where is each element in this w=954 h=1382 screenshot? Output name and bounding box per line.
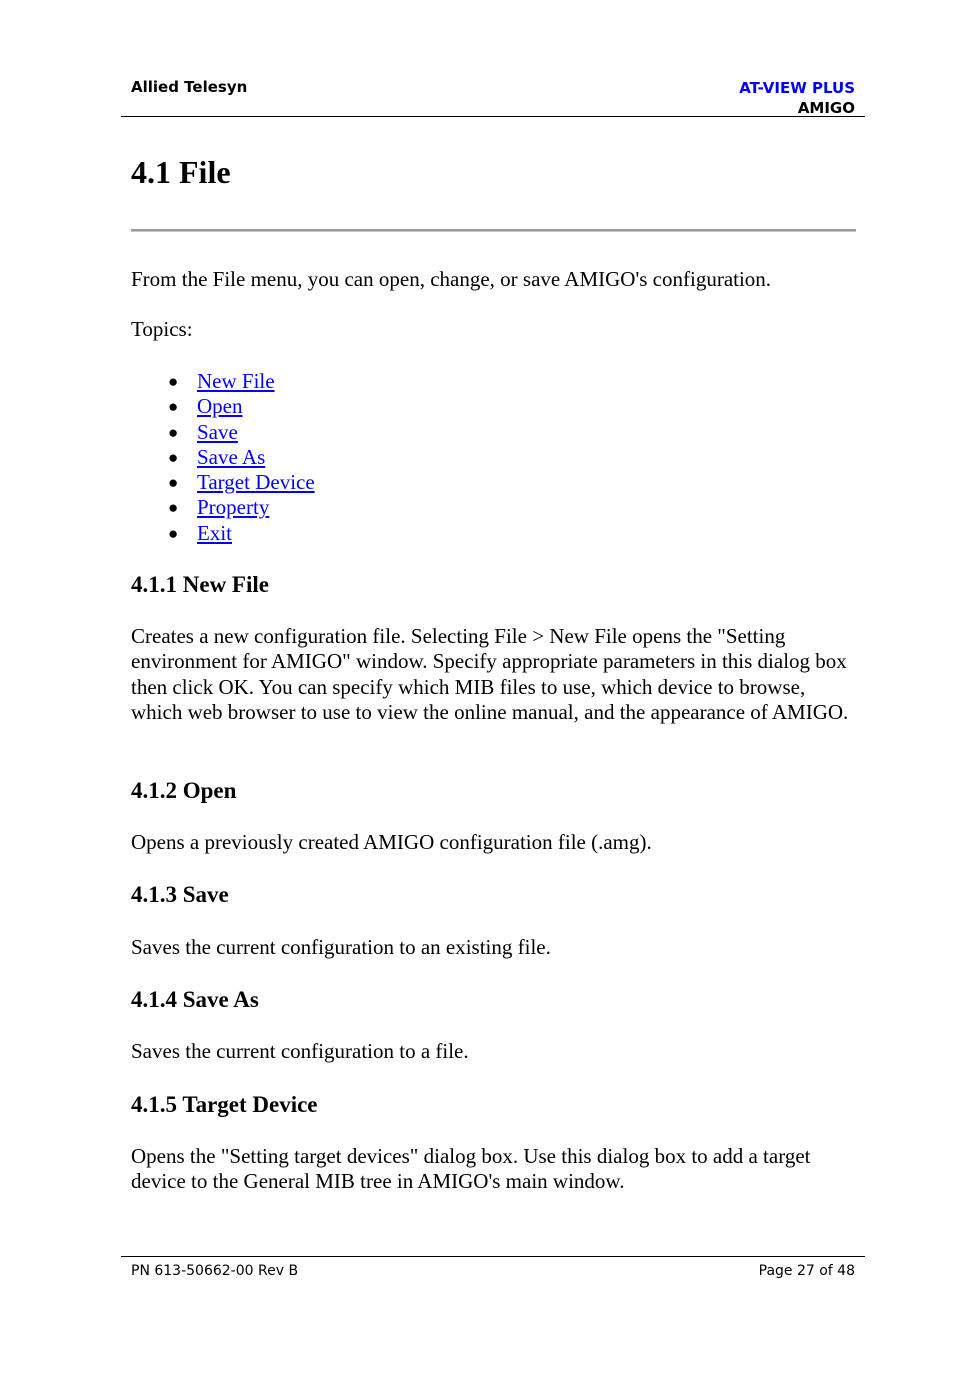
section-heading-save-as: 4.1.4 Save As	[131, 987, 259, 1012]
product-header	[739, 78, 855, 118]
title-divider	[131, 229, 856, 232]
list-item	[131, 420, 315, 445]
section-heading-new-file: 4.1.1 New File	[131, 572, 269, 597]
list-item	[131, 521, 315, 546]
page-number: Page 27 of 48	[758, 1263, 855, 1279]
list-item	[131, 394, 315, 419]
topic-link-target-device[interactable]: Target Device	[197, 470, 315, 495]
section-body-open: Opens a previously created AMIGO configuration file (.amg).	[131, 830, 652, 854]
subproduct-name: AMIGO	[797, 99, 855, 117]
bullet-icon: ●	[168, 498, 179, 518]
topic-link-save-as[interactable]: Save As	[197, 444, 266, 469]
bullet-icon: ●	[168, 447, 179, 467]
list-item	[131, 470, 315, 495]
section-body-new-file: Creates a new configuration file. Selecting File > New File opens the "Setting environment for AMIGO" window. Specify appropriate parameters in this dialog box then click OK. You can specify which MIB files to use, which device to browse, which web browser to use to view the online manual, and the appearance of AMIGO.	[131, 624, 849, 724]
company-name: Allied Telesyn	[131, 78, 248, 96]
topic-link-open[interactable]: Open	[197, 394, 243, 419]
topics-label: Topics:	[131, 317, 193, 341]
intro-paragraph: From the File menu, you can open, change, or save AMIGO's configuration.	[131, 267, 772, 291]
section-body-target-device: Opens the "Setting target devices" dialog box. Use this dialog box to add a target device to the General MIB tree in AMIGO's main window.	[131, 1144, 811, 1194]
topic-link-exit[interactable]: Exit	[197, 520, 232, 545]
topic-link-save[interactable]: Save	[197, 419, 238, 444]
footer-divider	[121, 1256, 865, 1257]
topics-list	[131, 369, 315, 546]
bullet-icon: ●	[168, 372, 179, 391]
list-item	[131, 495, 315, 520]
header-divider	[121, 116, 865, 117]
section-heading-open: 4.1.2 Open	[131, 778, 237, 803]
section-body-save: Saves the current configuration to an existing file.	[131, 935, 551, 959]
topic-link-new-file[interactable]: New File	[197, 369, 275, 393]
topic-link-property[interactable]: Property	[197, 495, 270, 520]
section-heading-target-device: 4.1.5 Target Device	[131, 1092, 318, 1117]
page-title: 4.1 File	[131, 154, 231, 190]
bullet-icon: ●	[168, 397, 179, 417]
bullet-icon: ●	[168, 523, 179, 543]
section-heading-save: 4.1.3 Save	[131, 882, 229, 907]
bullet-icon: ●	[168, 473, 179, 493]
section-body-save-as: Saves the current configuration to a file.	[131, 1039, 469, 1063]
product-name: AT-VIEW PLUS	[739, 79, 855, 97]
list-item	[131, 445, 315, 470]
bullet-icon: ●	[168, 422, 179, 442]
part-number: PN 613-50662-00 Rev B	[131, 1263, 299, 1279]
list-item	[131, 369, 315, 394]
